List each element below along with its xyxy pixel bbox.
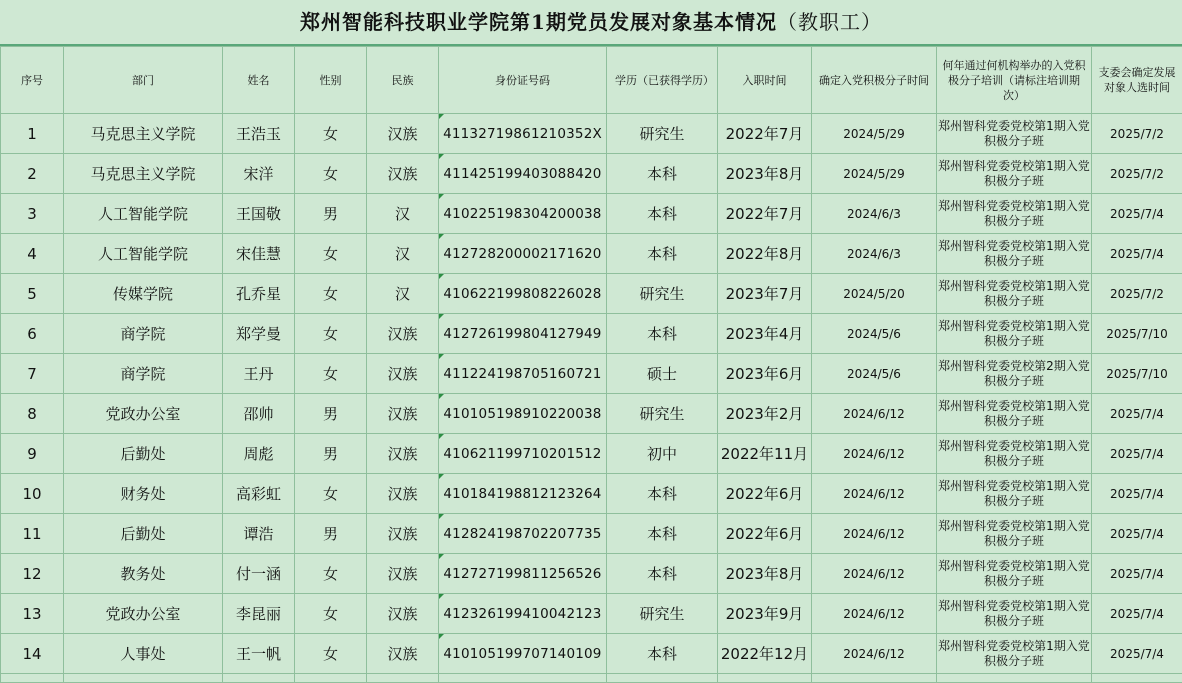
cell-dept[interactable]: 马克思主义学院 xyxy=(64,154,223,194)
cell-gender[interactable]: 女 xyxy=(295,314,367,354)
id-number-text: 412727199811256526 xyxy=(443,566,601,582)
empty-cell[interactable] xyxy=(367,674,439,683)
error-indicator-icon xyxy=(439,274,444,279)
empty-cell[interactable] xyxy=(1092,674,1182,683)
cell-training[interactable]: 郑州智科党委党校第1期入党积极分子班 xyxy=(937,234,1092,274)
cell-training[interactable]: 郑州智科党委党校第1期入党积极分子班 xyxy=(937,154,1092,194)
cell-gender[interactable]: 女 xyxy=(295,234,367,274)
error-indicator-icon xyxy=(439,554,444,559)
empty-cell[interactable] xyxy=(937,674,1092,683)
cell-id-number[interactable] xyxy=(439,314,607,354)
cell-training[interactable]: 郑州智科党委党校第1期入党积极分子班 xyxy=(937,554,1092,594)
cell-education[interactable]: 研究生 xyxy=(607,394,718,434)
cell-id-number[interactable] xyxy=(439,554,607,594)
cell-education[interactable]: 本科 xyxy=(607,154,718,194)
title-text: 郑州智能科技职业学院第1期党员发展对象基本情况 xyxy=(300,10,777,34)
cell-education[interactable]: 本科 xyxy=(607,234,718,274)
cell-seq[interactable]: 9 xyxy=(1,434,64,474)
header-education[interactable]: 学历（已获得学历） xyxy=(607,47,718,114)
cell-education[interactable]: 研究生 xyxy=(607,114,718,154)
cell-activist-date[interactable]: 2024/6/12 xyxy=(812,554,937,594)
cell-ethnic[interactable]: 汉 xyxy=(367,274,439,314)
id-number-text: 411224198705160721 xyxy=(443,366,601,382)
cell-gender[interactable]: 男 xyxy=(295,394,367,434)
header-target-date[interactable]: 支委会确定发展对象人选时间 xyxy=(1092,47,1182,114)
header-join-date[interactable]: 入职时间 xyxy=(718,47,812,114)
cell-id-number[interactable] xyxy=(439,234,607,274)
error-indicator-icon xyxy=(439,234,444,239)
cell-ethnic[interactable]: 汉族 xyxy=(367,554,439,594)
cell-seq[interactable]: 6 xyxy=(1,314,64,354)
cell-target-date[interactable]: 2025/7/4 xyxy=(1092,514,1182,554)
id-number-text: 411425199403088420 xyxy=(443,166,601,182)
cell-education[interactable]: 本科 xyxy=(607,314,718,354)
cell-ethnic[interactable]: 汉族 xyxy=(367,634,439,674)
cell-target-date[interactable]: 2025/7/4 xyxy=(1092,394,1182,434)
cell-education[interactable]: 本科 xyxy=(607,194,718,234)
cell-seq[interactable]: 13 xyxy=(1,594,64,634)
cell-gender[interactable]: 女 xyxy=(295,274,367,314)
error-indicator-icon xyxy=(439,314,444,319)
table-row xyxy=(1,274,1182,314)
cell-join-date[interactable]: 2023年2月 xyxy=(718,394,812,434)
empty-cell[interactable] xyxy=(607,674,718,683)
id-number-text: 410225198304200038 xyxy=(443,206,601,222)
cell-target-date[interactable]: 2025/7/10 xyxy=(1092,354,1182,394)
cell-join-date[interactable]: 2022年7月 xyxy=(718,114,812,154)
cell-gender[interactable]: 女 xyxy=(295,154,367,194)
cell-seq[interactable]: 1 xyxy=(1,114,64,154)
cell-name[interactable]: 付一涵 xyxy=(223,554,295,594)
cell-gender[interactable]: 男 xyxy=(295,434,367,474)
id-number-text: 410105199707140109 xyxy=(443,646,601,662)
cell-training[interactable]: 郑州智科党委党校第1期入党积极分子班 xyxy=(937,194,1092,234)
cell-name[interactable]: 宋洋 xyxy=(223,154,295,194)
cell-seq[interactable]: 10 xyxy=(1,474,64,514)
cell-target-date[interactable]: 2025/7/2 xyxy=(1092,114,1182,154)
cell-id-number[interactable] xyxy=(439,514,607,554)
cell-training[interactable]: 郑州智科党委党校第1期入党积极分子班 xyxy=(937,514,1092,554)
cell-activist-date[interactable]: 2024/6/3 xyxy=(812,234,937,274)
cell-name[interactable]: 王国敬 xyxy=(223,194,295,234)
cell-activist-date[interactable]: 2024/5/29 xyxy=(812,114,937,154)
cell-target-date[interactable]: 2025/7/4 xyxy=(1092,594,1182,634)
cell-ethnic[interactable]: 汉族 xyxy=(367,154,439,194)
cell-join-date[interactable]: 2023年8月 xyxy=(718,554,812,594)
cell-ethnic[interactable]: 汉族 xyxy=(367,594,439,634)
cell-join-date[interactable]: 2023年4月 xyxy=(718,314,812,354)
cell-ethnic[interactable]: 汉族 xyxy=(367,114,439,154)
cell-activist-date[interactable]: 2024/6/3 xyxy=(812,194,937,234)
cell-ethnic[interactable]: 汉族 xyxy=(367,434,439,474)
cell-name[interactable]: 孔乔星 xyxy=(223,274,295,314)
cell-target-date[interactable]: 2025/7/4 xyxy=(1092,434,1182,474)
cell-seq[interactable]: 3 xyxy=(1,194,64,234)
cell-join-date[interactable]: 2022年11月 xyxy=(718,434,812,474)
cell-target-date[interactable]: 2025/7/4 xyxy=(1092,474,1182,514)
cell-training[interactable]: 郑州智科党委党校第1期入党积极分子班 xyxy=(937,314,1092,354)
id-number-text: 412326199410042123 xyxy=(443,606,601,622)
table-body xyxy=(1,114,1182,683)
cell-activist-date[interactable]: 2024/5/6 xyxy=(812,314,937,354)
cell-dept[interactable]: 教务处 xyxy=(64,554,223,594)
table-row xyxy=(1,154,1182,194)
cell-dept[interactable]: 党政办公室 xyxy=(64,394,223,434)
cell-gender[interactable]: 女 xyxy=(295,554,367,594)
cell-education[interactable]: 本科 xyxy=(607,474,718,514)
cell-activist-date[interactable]: 2024/6/12 xyxy=(812,434,937,474)
cell-seq[interactable]: 4 xyxy=(1,234,64,274)
cell-name[interactable]: 李昆丽 xyxy=(223,594,295,634)
cell-id-number[interactable] xyxy=(439,594,607,634)
cell-dept[interactable]: 人工智能学院 xyxy=(64,234,223,274)
cell-name[interactable]: 郑学曼 xyxy=(223,314,295,354)
cell-education[interactable]: 本科 xyxy=(607,554,718,594)
cell-target-date[interactable]: 2025/7/4 xyxy=(1092,634,1182,674)
cell-ethnic[interactable]: 汉族 xyxy=(367,474,439,514)
error-indicator-icon xyxy=(439,434,444,439)
error-indicator-icon xyxy=(439,154,444,159)
empty-cell[interactable] xyxy=(223,674,295,683)
error-indicator-icon xyxy=(439,514,444,519)
cell-training[interactable]: 郑州智科党委党校第1期入党积极分子班 xyxy=(937,274,1092,314)
cell-activist-date[interactable]: 2024/6/12 xyxy=(812,634,937,674)
cell-training[interactable]: 郑州智科党委党校第1期入党积极分子班 xyxy=(937,594,1092,634)
cell-training[interactable]: 郑州智科党委党校第1期入党积极分子班 xyxy=(937,634,1092,674)
cell-seq[interactable]: 12 xyxy=(1,554,64,594)
id-number-text: 412726199804127949 xyxy=(443,326,601,342)
cell-join-date[interactable]: 2022年7月 xyxy=(718,194,812,234)
header-id-number[interactable]: 身份证号码 xyxy=(439,47,607,114)
table-row xyxy=(1,594,1182,634)
empty-cell[interactable] xyxy=(718,674,812,683)
cell-join-date[interactable]: 2023年9月 xyxy=(718,594,812,634)
cell-education[interactable]: 本科 xyxy=(607,514,718,554)
cell-gender[interactable]: 男 xyxy=(295,194,367,234)
cell-name[interactable]: 王一帆 xyxy=(223,634,295,674)
cell-ethnic[interactable]: 汉 xyxy=(367,234,439,274)
cell-gender[interactable]: 女 xyxy=(295,114,367,154)
header-seq[interactable]: 序号 xyxy=(1,47,64,114)
cell-seq[interactable]: 14 xyxy=(1,634,64,674)
header-name[interactable]: 姓名 xyxy=(223,47,295,114)
cell-join-date[interactable]: 2023年8月 xyxy=(718,154,812,194)
cell-gender[interactable]: 女 xyxy=(295,594,367,634)
cell-join-date[interactable]: 2022年8月 xyxy=(718,234,812,274)
id-number-text: 412824198702207735 xyxy=(443,526,601,542)
cell-dept[interactable]: 商学院 xyxy=(64,314,223,354)
cell-activist-date[interactable]: 2024/6/12 xyxy=(812,394,937,434)
cell-gender[interactable]: 女 xyxy=(295,474,367,514)
cell-education[interactable]: 初中 xyxy=(607,434,718,474)
header-ethnic[interactable]: 民族 xyxy=(367,47,439,114)
cell-education[interactable]: 本科 xyxy=(607,634,718,674)
header-training[interactable]: 何年通过何机构举办的入党积极分子培训（请标注培训期次） xyxy=(937,47,1092,114)
cell-activist-date[interactable]: 2024/5/29 xyxy=(812,154,937,194)
empty-cell[interactable] xyxy=(439,674,607,683)
cell-dept[interactable]: 后勤处 xyxy=(64,514,223,554)
table-row xyxy=(1,354,1182,394)
cell-seq[interactable]: 8 xyxy=(1,394,64,434)
cell-id-number[interactable] xyxy=(439,634,607,674)
cell-activist-date[interactable]: 2024/6/12 xyxy=(812,474,937,514)
cell-id-number[interactable] xyxy=(439,354,607,394)
cell-gender[interactable]: 男 xyxy=(295,514,367,554)
empty-row xyxy=(1,674,1182,683)
cell-activist-date[interactable]: 2024/5/20 xyxy=(812,274,937,314)
cell-id-number[interactable] xyxy=(439,274,607,314)
error-indicator-icon xyxy=(439,114,444,119)
cell-gender[interactable]: 女 xyxy=(295,354,367,394)
cell-join-date[interactable]: 2022年6月 xyxy=(718,514,812,554)
cell-name[interactable]: 周彪 xyxy=(223,434,295,474)
table-row xyxy=(1,114,1182,154)
empty-cell[interactable] xyxy=(1,674,64,683)
table-row xyxy=(1,434,1182,474)
cell-activist-date[interactable]: 2024/6/12 xyxy=(812,594,937,634)
cell-training[interactable]: 郑州智科党委党校第1期入党积极分子班 xyxy=(937,114,1092,154)
cell-ethnic[interactable]: 汉族 xyxy=(367,314,439,354)
cell-dept[interactable]: 后勤处 xyxy=(64,434,223,474)
cell-join-date[interactable]: 2022年6月 xyxy=(718,474,812,514)
table-row xyxy=(1,554,1182,594)
cell-dept[interactable]: 财务处 xyxy=(64,474,223,514)
cell-id-number[interactable] xyxy=(439,394,607,434)
cell-ethnic[interactable]: 汉族 xyxy=(367,394,439,434)
header-row xyxy=(1,47,1182,114)
sheet-title xyxy=(0,0,1182,46)
cell-dept[interactable]: 人事处 xyxy=(64,634,223,674)
error-indicator-icon xyxy=(439,474,444,479)
cell-join-date[interactable]: 2023年6月 xyxy=(718,354,812,394)
cell-target-date[interactable]: 2025/7/4 xyxy=(1092,554,1182,594)
cell-id-number[interactable] xyxy=(439,154,607,194)
cell-name[interactable]: 宋佳慧 xyxy=(223,234,295,274)
table-row xyxy=(1,634,1182,674)
cell-training[interactable]: 郑州智科党委党校第1期入党积极分子班 xyxy=(937,474,1092,514)
cell-seq[interactable]: 2 xyxy=(1,154,64,194)
empty-cell[interactable] xyxy=(812,674,937,683)
cell-activist-date[interactable]: 2024/5/6 xyxy=(812,354,937,394)
cell-dept[interactable]: 党政办公室 xyxy=(64,594,223,634)
header-activist-date[interactable]: 确定入党积极分子时间 xyxy=(812,47,937,114)
cell-activist-date[interactable]: 2024/6/12 xyxy=(812,514,937,554)
header-gender[interactable]: 性别 xyxy=(295,47,367,114)
cell-join-date[interactable]: 2022年12月 xyxy=(718,634,812,674)
cell-education[interactable]: 研究生 xyxy=(607,594,718,634)
cell-target-date[interactable]: 2025/7/4 xyxy=(1092,194,1182,234)
cell-ethnic[interactable]: 汉族 xyxy=(367,354,439,394)
cell-seq[interactable]: 7 xyxy=(1,354,64,394)
cell-target-date[interactable]: 2025/7/4 xyxy=(1092,234,1182,274)
cell-id-number[interactable] xyxy=(439,194,607,234)
cell-target-date[interactable]: 2025/7/2 xyxy=(1092,154,1182,194)
cell-seq[interactable]: 5 xyxy=(1,274,64,314)
cell-dept[interactable]: 商学院 xyxy=(64,354,223,394)
cell-id-number[interactable] xyxy=(439,434,607,474)
cell-training[interactable]: 郑州智科党委党校第1期入党积极分子班 xyxy=(937,434,1092,474)
cell-dept[interactable]: 人工智能学院 xyxy=(64,194,223,234)
cell-training[interactable]: 郑州智科党委党校第1期入党积极分子班 xyxy=(937,394,1092,434)
id-number-text: 412728200002171620 xyxy=(443,246,601,262)
error-indicator-icon xyxy=(439,194,444,199)
cell-seq[interactable]: 11 xyxy=(1,514,64,554)
table-row xyxy=(1,514,1182,554)
cell-id-number[interactable] xyxy=(439,474,607,514)
cell-target-date[interactable]: 2025/7/2 xyxy=(1092,274,1182,314)
cell-education[interactable]: 硕士 xyxy=(607,354,718,394)
cell-name[interactable]: 谭浩 xyxy=(223,514,295,554)
id-number-text: 410621199710201512 xyxy=(443,446,601,462)
table-row xyxy=(1,194,1182,234)
cell-ethnic[interactable]: 汉族 xyxy=(367,514,439,554)
cell-education[interactable]: 研究生 xyxy=(607,274,718,314)
error-indicator-icon xyxy=(439,594,444,599)
cell-gender[interactable]: 女 xyxy=(295,634,367,674)
error-indicator-icon xyxy=(439,354,444,359)
cell-training[interactable]: 郑州智科党委党校第2期入党积极分子班 xyxy=(937,354,1092,394)
id-number-text: 410105198910220038 xyxy=(443,406,601,422)
cell-id-number[interactable] xyxy=(439,114,607,154)
table-row xyxy=(1,314,1182,354)
title-suffix: （教职工） xyxy=(777,10,882,34)
id-number-text: 410184198812123264 xyxy=(443,486,601,502)
cell-dept[interactable]: 传媒学院 xyxy=(64,274,223,314)
table-row xyxy=(1,234,1182,274)
cell-name[interactable]: 王丹 xyxy=(223,354,295,394)
cell-name[interactable]: 邵帅 xyxy=(223,394,295,434)
empty-cell[interactable] xyxy=(64,674,223,683)
header-dept[interactable]: 部门 xyxy=(64,47,223,114)
error-indicator-icon xyxy=(439,394,444,399)
table-row xyxy=(1,394,1182,434)
cell-target-date[interactable]: 2025/7/10 xyxy=(1092,314,1182,354)
cell-name[interactable]: 王浩玉 xyxy=(223,114,295,154)
cell-ethnic[interactable]: 汉 xyxy=(367,194,439,234)
cell-name[interactable]: 高彩虹 xyxy=(223,474,295,514)
empty-cell[interactable] xyxy=(295,674,367,683)
id-number-text: 41132719861210352X xyxy=(443,126,602,142)
staff-table xyxy=(0,46,1182,683)
cell-join-date[interactable]: 2023年7月 xyxy=(718,274,812,314)
id-number-text: 410622199808226028 xyxy=(443,286,601,302)
table-row xyxy=(1,474,1182,514)
cell-dept[interactable]: 马克思主义学院 xyxy=(64,114,223,154)
error-indicator-icon xyxy=(439,634,444,639)
